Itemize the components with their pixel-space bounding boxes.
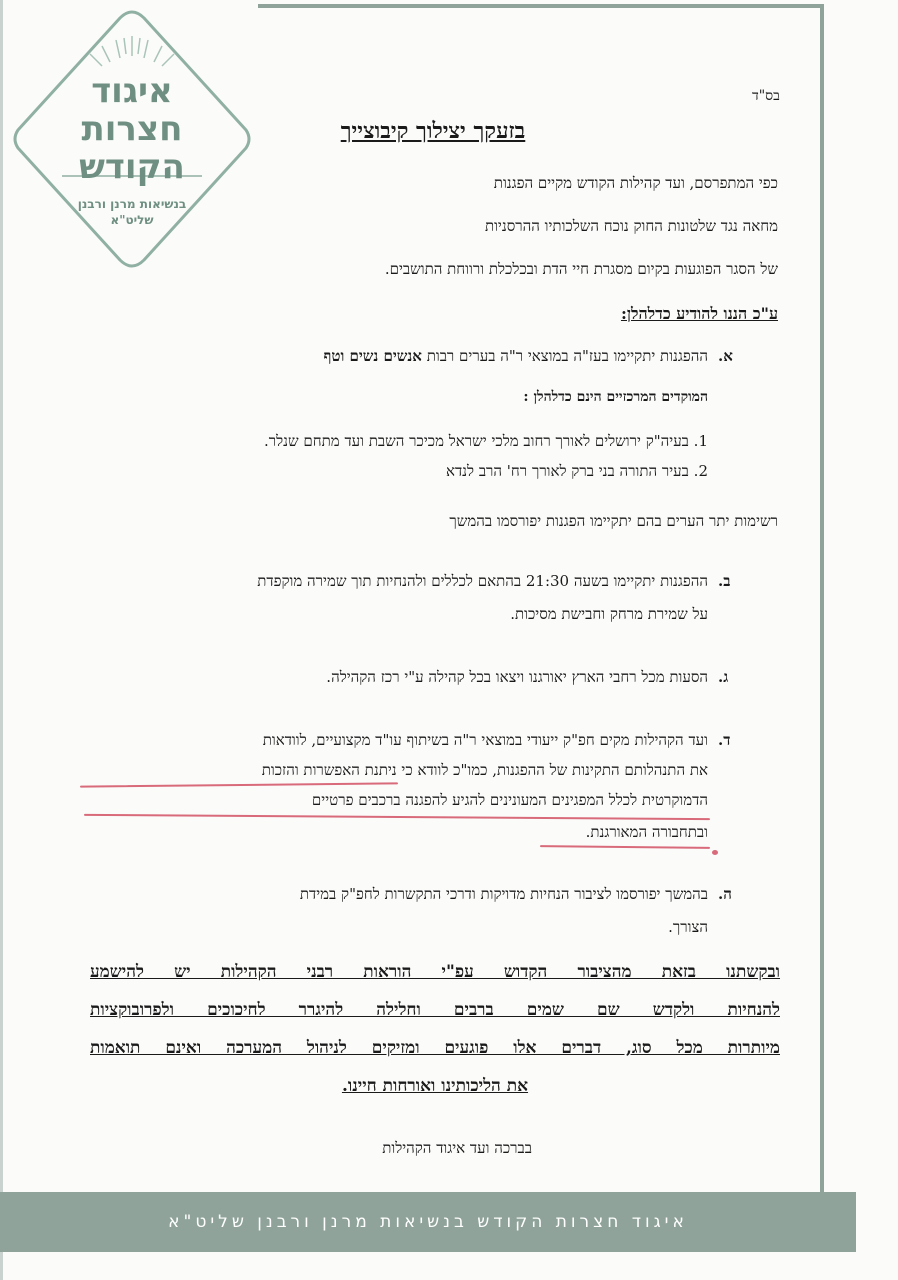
frame-right-border bbox=[820, 4, 824, 1196]
item-e-line-2: הצורך. bbox=[668, 918, 708, 936]
frame-top-border bbox=[258, 4, 824, 8]
item-e-letter: ה. bbox=[718, 885, 732, 903]
item-d-line-1: ועד הקהילות מקים חפ"ק ייעודי במוצאי ר"ה בשיתוף עו"ד מקצועיים, לוודאות bbox=[262, 731, 708, 749]
intro-line-1: כפי המתפרסם, ועד קהילות הקודש מקיים הפגנות bbox=[493, 174, 778, 192]
headline: בזעקך יצילוך קיבוצייך bbox=[340, 118, 526, 144]
red-underline-2 bbox=[84, 814, 710, 820]
logo-subtitle-1: בנשיאות מרנן ורבנן bbox=[77, 197, 187, 211]
item-a-prefix: ההפגנות יתקיימו בעז"ה במוצאי ר"ה בערים רבות bbox=[421, 347, 708, 365]
logo-text bbox=[10, 72, 254, 228]
item-a-letter: א. bbox=[718, 347, 733, 365]
red-underline-3 bbox=[540, 845, 710, 849]
item-d-line-2: את התנהלותם התקינות של ההפגנות, כמו"כ לוודא כי ניתנת האפשרות והזכות bbox=[261, 761, 708, 779]
logo-line-2: חצרות bbox=[81, 109, 183, 149]
request-line-2: להנחיות ולקדש שם שמים ברבים וחלילה להיגרר לחיכוכים ולפרובוקציות bbox=[90, 1000, 780, 1020]
request-line-3: מיותרות מכל סוג, דברים אלו פוגעים ומזיקים לניהול המערכה ואינם תואמות bbox=[90, 1038, 780, 1058]
footer-text: איגוד חצרות הקודש בנשיאות מרנן ורבנן שליט"א bbox=[168, 1212, 688, 1232]
request-line-1: ובקשתנו בזאת מהציבור הקדוש עפ"י הוראות רבני הקהילות יש להישמע bbox=[90, 962, 780, 982]
organization-logo bbox=[10, 8, 254, 270]
item-e-line-1: בהמשך יפורסמו לציבור הנחיות מדויקות ודרכי התקשרות לחפ"ק במידת bbox=[299, 885, 708, 903]
item-c-line: הסעות מכל רחבי הארץ יאורגנו ויצאו בכל קהילה ע"י רכז הקהילה. bbox=[326, 668, 708, 686]
item-a-note: רשימות יתר הערים בהם יתקיימו הפגנות יפורסמו בהמשך bbox=[449, 512, 778, 530]
item-a-text bbox=[324, 347, 708, 366]
item-b-letter: ב. bbox=[718, 572, 731, 590]
logo-line-1: איגוד bbox=[91, 71, 173, 111]
intro-line-3: של הסגר הפוגעות בקיום מסגרת חיי הדת ובכלכלת ורווחת התושבים. bbox=[384, 260, 778, 278]
request-line-4: את הליכותינו ואורחות חיינו. bbox=[341, 1076, 529, 1096]
focal-point-2: 2. בעיר התורה בני ברק לאורך רח' הרב לנדא bbox=[445, 462, 708, 480]
request-paragraph bbox=[90, 953, 780, 1105]
bsd-mark: בס"ד bbox=[752, 88, 780, 104]
focal-point-1: 1. בעיה"ק ירושלים לאורך רחוב מלכי ישראל מכיכר השבת ועד מתחם שנלר. bbox=[263, 432, 708, 450]
item-c-letter: ג. bbox=[718, 668, 729, 686]
item-a-bold: אנשים נשים וטף bbox=[323, 347, 422, 365]
red-underline-1 bbox=[80, 782, 398, 787]
page-edge bbox=[0, 0, 3, 1280]
item-d-letter: ד. bbox=[718, 731, 731, 749]
announcement-heading: ע"כ הננו להודיע כדלהלן: bbox=[620, 304, 778, 323]
red-dot bbox=[712, 850, 718, 855]
focal-points-title: המוקדים המרכזיים הינם כדלהלן : bbox=[523, 389, 708, 405]
signature: בברכה ועד איגוד הקהילות bbox=[382, 1139, 532, 1157]
item-d-line-3: הדמוקרטית לכלל המפגינים המעונינים להגיע להפגנה ברכבים פרטיים bbox=[311, 791, 708, 809]
intro-line-2: מחאה נגד שלטונות החוק נוכח השלכותיו ההרסניות bbox=[484, 217, 778, 235]
logo-line-3: הקודש bbox=[79, 147, 185, 187]
item-b-line-2: על שמירת מרחק וחבישת מסיכות. bbox=[510, 605, 708, 623]
logo-subtitle-2: שליט"א bbox=[110, 213, 154, 227]
item-b-line-1: ההפגנות יתקיימו בשעה 21:30 בהתאם לכללים ולהנחיות תוך שמירה מוקפדת bbox=[257, 572, 708, 590]
item-d-line-4: ובתחבורה המאורגנת. bbox=[585, 823, 708, 841]
